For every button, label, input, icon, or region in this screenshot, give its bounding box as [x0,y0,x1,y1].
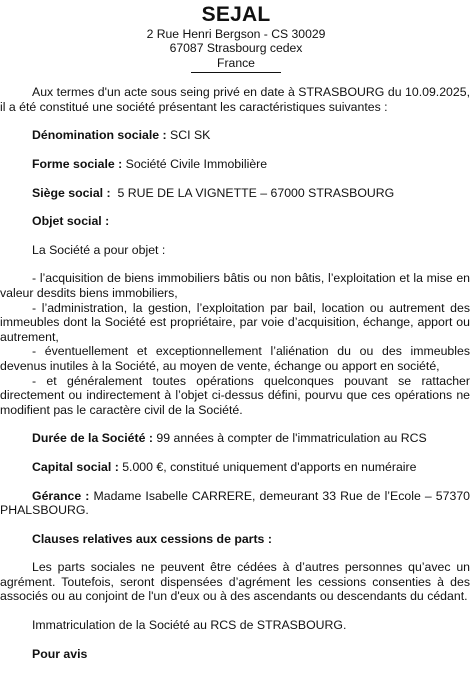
pour-avis [0,647,470,662]
siege-label: Siège social : [32,185,111,200]
capital-line [0,460,470,475]
objet-item-4: - et généralement toutes opérations quelconques pouvant se rattacher directement ou indirectement à l’objet ci-dessus défini, pourvu que ces opérations ne modifient pas le caractère civil de la Société. [0,373,470,417]
duree-value: 99 années à compter de l'immatriculation au RCS [152,431,427,446]
address-line-1: 2 Rue Henri Bergson - CS 30029 [146,27,326,41]
gerance-label: Gérance : [32,488,90,503]
objet-intro: La Société a pour objet : [32,242,166,257]
capital-label: Capital social : [32,459,119,474]
address-line-3: France [217,55,255,70]
gerance-line [0,489,470,518]
denomination-label: Dénomination sociale : [32,128,167,143]
siege-value: 5 RUE DE LA VIGNETTE – 67000 STRASBOURG [110,185,395,200]
clauses-label: Clauses relatives aux cessions de parts : [32,531,272,546]
objet-heading [0,214,470,229]
forme-value: Société Civile Immobilière [122,157,268,171]
objet-item-3: - éventuellement et exceptionnellement l’aliénation du ou des immeubles devenus inutiles à la Société, au moyen de vente, échange ou apport en société, [0,344,470,373]
objet-item-1: - l’acquisition de biens immobiliers bâtis ou non bâtis, l’exploitation et la mise en valeur desdits biens immobiliers, [0,271,470,300]
header-divider [191,72,281,73]
gerance-value: Madame Isabelle CARRERE, demeurant 33 Rue de l’Ecole – 57370 PHALSBOURG. [0,488,470,518]
siege-line [0,186,470,201]
objet-label: Objet social : [32,214,110,229]
forme-line [0,157,470,172]
clauses-heading [0,532,470,547]
intro-paragraph: Aux termes d'un acte sous seing privé en date à STRASBOURG du 10.09.2025, il a été constitué une société présentant les caractéristiques suivantes : [0,85,470,114]
denomination-value: SCI SK [166,128,211,143]
notice-title: SEJAL [201,3,271,26]
objet-item-2: - l’administration, la gestion, l’exploitation par bail, location ou autrement des immeubles dont la Société est propriétaire, par voie d’acquisition, échange, apport ou autrement, [0,300,470,344]
duree-line [0,431,470,446]
immatriculation-line: Immatriculation de la Société au RCS de STRASBOURG. [32,618,347,633]
address-line-2: 67087 Strasbourg cedex [169,41,303,56]
clauses-paragraph: Les parts sociales ne peuvent être cédées à d’autres personnes qu’avec un agrément. Toutefois, seront dispensées d’agrément les cessions consenties à des associés ou au conjoint de l'un d'eux ou à des ascendants ou descendants du cédant. [0,560,470,604]
duree-label: Durée de la Société : [32,431,153,446]
forme-label: Forme sociale : [32,157,123,171]
denomination-line [0,128,470,143]
pour-avis-label: Pour avis [32,646,88,661]
capital-value: 5.000 €, constitué uniquement d'apports en numéraire [118,459,417,474]
